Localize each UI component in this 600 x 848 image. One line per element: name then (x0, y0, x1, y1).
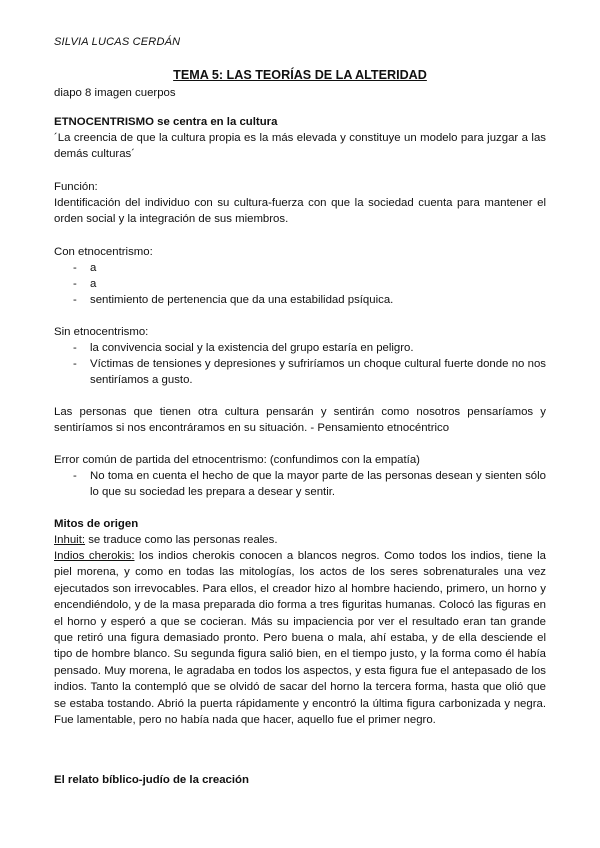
inhuit-line (54, 532, 278, 548)
inhuit-label: Inhuit: (54, 534, 86, 546)
list-dash: - (73, 278, 77, 290)
list-item: a (90, 262, 97, 274)
etnocentrismo-quote: ´La creencia de que la cultura propia es la más elevada y constituye un modelo para juzgar a las demás culturas´ (54, 132, 546, 161)
sin-etnocentrismo-label: Sin etnocentrismo: (54, 326, 149, 338)
cherokis-label: Indios cherokis: (54, 550, 135, 562)
funcion-label: Función: (54, 181, 98, 193)
list-dash: - (73, 470, 77, 482)
con-etnocentrismo-label: Con etnocentrismo: (54, 246, 153, 258)
slide-note: diapo 8 imagen cuerpos (54, 87, 176, 99)
error-label: Error común de partida del etnocentrismo: (confundimos con la empatía) (54, 454, 420, 466)
list-item: No toma en cuenta el hecho de que la mayor parte de las personas desean y sienten sólo lo que su sociedad les prepara a desear y sentir. (90, 470, 546, 499)
cherokis-paragraph (54, 548, 546, 728)
cherokis-text: los indios cherokis conocen a blancos negros. Como todos los indios, tiene la piel morena, y como en todas las mitologías, los actos de los seres sobrenaturales una vez ejecutados son irrevocables. Para ellos, el creador hizo al hombre haciendo, primero, un horno y encendiéndolo, y de la masa preparada dio forma a tres figuritas humanas. Colocó las figuras en el horno y esperó a que se cocieran. Más su impaciencia por ver el resultado eran tan grande que retiró una figura demasiado pronto. Pero buena o mala, ahí estaba, y de ella desciende el tipo de hombre blanco. Su segunda figura salió bien, en el tiempo justo, y la forma como él había pensado. Muy morena, le agradaba en todos los aspectos, y esta figura fue el antepasado de los indios. Tanto la contempló que se olvidó de sacar del horno la tercera forma, hasta que olió que se estaba tostando. Abrió la puerta rápidamente y encontró la última figura carbonizada y negra. Fue lamentable, pero no había nada que hacer, aquello fue el primer negro. (54, 550, 546, 727)
list-dash: - (73, 262, 77, 274)
page-title: TEMA 5: LAS TEORÍAS DE LA ALTERIDAD (173, 68, 427, 82)
author-name: SILVIA LUCAS CERDÁN (54, 36, 181, 48)
list-item: sentimiento de pertenencia que da una estabilidad psíquica. (90, 294, 394, 306)
etnocentrismo-heading: ETNOCENTRISMO se centra en la cultura (54, 116, 278, 128)
relato-heading: El relato bíblico-judío de la creación (54, 774, 249, 786)
mitos-heading: Mitos de origen (54, 518, 139, 530)
personas-paragraph: Las personas que tienen otra cultura pensarán y sentirán como nosotros pensaríamos y sentiríamos si nos encontráramos en su situación. - Pensamiento etnocéntrico (54, 406, 546, 435)
list-item: la convivencia social y la existencia del grupo estaría en peligro. (90, 342, 414, 354)
list-item: a (90, 278, 97, 290)
list-dash: - (73, 342, 77, 354)
list-dash: - (73, 358, 77, 370)
list-item: Víctimas de tensiones y depresiones y sufriríamos un choque cultural fuerte donde no nos sentiríamos a gusto. (90, 358, 546, 387)
inhuit-text: se traduce como las personas reales. (85, 534, 278, 546)
list-dash: - (73, 294, 77, 306)
funcion-text: Identificación del individuo con su cultura-fuerza con que la sociedad cuenta para mantener el orden social y la integración de sus miembros. (54, 197, 546, 226)
